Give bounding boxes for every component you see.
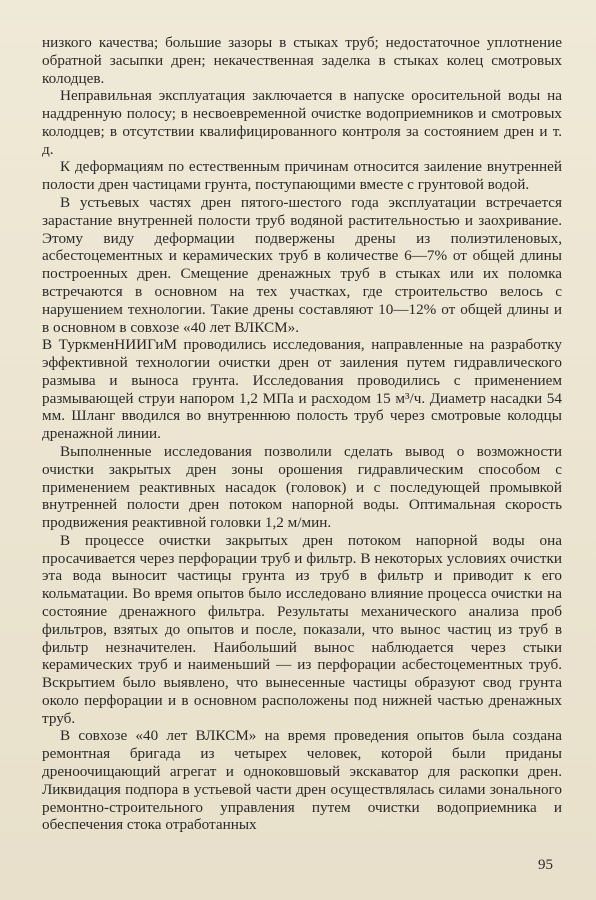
paragraph: Выполненные исследования позволили сделать вывод о возможности очистки закрытых дрен зоны орошения гидравлическим способом с применением реактивных насадок (головок) и с последующей промывкой внутренней полости дрен потоком напорной воды. Оптимальная скорость продвижения реактивной головки 1,2 м/мин. [42, 442, 562, 532]
paragraph: В процессе очистки закрытых дрен потоком напорной воды она просачивается через перфорации труб и фильтр. В некоторых условиях очистки эта вода выносит частицы грунта из труб в фильтр и приводит к его кольматации. Во время опытов было исследовано влияние процесса очистки на состояние дренажного фильтра. Результаты механического анализа проб фильтров, взятых до опытов и после, показали, что вынос частиц из труб в фильтр незначителен. Наибольший вынос наблюдается через стыки керамических труб и наименьший — из перфорации асбестоцементных труб. Вскрытием было выявлено, что вынесенные частицы образуют свод грунта около перфорации и в основном расположены под нижней частью дренажных труб. [42, 531, 562, 727]
paragraph: Неправильная эксплуатация заключается в напуске оросительной воды на наддренную полосу; в несвоевременной очистке водоприемников и смотровых колодцев; в отсутствии квалифицированного контроля за состоянием дрен и т. д. [42, 87, 562, 158]
page-number: 95 [538, 857, 553, 873]
page-body-text [42, 34, 562, 834]
paragraph: К деформациям по естественным причинам относится заиление внутренней полости дрен частицами грунта, поступающими вместе с грунтовой водой. [42, 158, 562, 194]
paragraph-continuation: низкого качества; большие зазоры в стыках труб; недостаточное уплотнение обратной засыпки дрен; некачественная заделка в стыках колец смотровых колодцев. [42, 34, 562, 87]
paragraph: В совхозе «40 лет ВЛКСМ» на время проведения опытов была создана ремонтная бригада из четырех человек, которой были приданы дреноочищающий агрегат и одноковшовый экскаватор для раскопки дрен. Ликвидация подпора в устьевой части дрен осуществлялась силами зонального ремонтно-строительного управления путем очистки водоприемника и обеспечения стока отработанных [42, 727, 562, 834]
paragraph: В ТуркменНИИГиМ проводились исследования, направленные на разработку эффективной технологии очистки дрен от заиления путем гидравлического размыва и выноса грунта. Исследования проводились с применением размывающей струи напором 1,2 МПа и расходом 15 м³/ч. Диаметр насадки 54 мм. Шланг вводился во внутреннюю полость труб через смотровые колодцы дренажной линии. [42, 336, 562, 443]
paragraph: В устьевых частях дрен пятого-шестого года эксплуатации встречается зарастание внутренней полости труб водяной растительностью и заохривание. Этому виду деформации подвержены дрены из полиэтиленовых, асбестоцементных и керамических труб в количестве 6—7% от общей длины построенных дрен. Смещение дренажных труб в стыках или их поломка встречаются в основном на тех участках, где строительство велось с нарушением технологии. Такие дрены составляют 10—12% от общей длины и в основном в совхозе «40 лет ВЛКСМ». [42, 194, 562, 336]
